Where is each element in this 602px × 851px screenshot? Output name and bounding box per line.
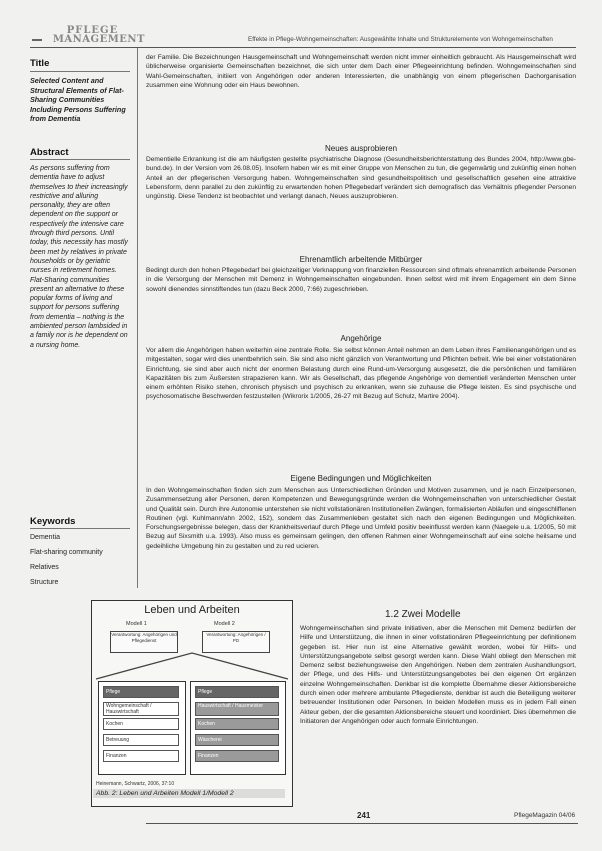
running-title: Effekte in Pflege-Wohngemeinschaften: Ausgewählte Inhalte und Strukturelemente von Wohngemeinschaften: [248, 36, 553, 43]
model-1-row: Finanzen: [103, 750, 179, 762]
model-1-care-header: Pflege: [103, 686, 179, 698]
keyword-item: Relatives: [30, 564, 59, 571]
section-text: Vor allem die Angehörigen haben weiterhin eine zentrale Rolle. Sie selbst können Anteil nehmen an dem Leben ihres Familienangehörigen und es mitgestalten, sogar wird dies unentbehrlich sein. Sie sind also nicht gänzlich von Verantwortung und Pflichten befreit. Wie bei einer vollstationären Einrichtung, sie sind aber auch nicht der enormen Belastung durch eine Rund-um-Versorgung ausgesetzt, die die persönlichen und familiären Kapazitäten bis zum Äußersten strapazieren kann. Wir als Gesellschaft, das pflegende Angehörige von dementiell veränderten Menschen unter einem erhöhten Risiko stehen, chronisch physisch und psychisch zu erkranken, wenn sie zuhause die Pflege leisten. Es sind psychische und psychosomatische Beschwerden festzustellen (Wikrorix 1/2005, 26-27 mit Bezug auf Schulz, Martire 2004).: [146, 347, 576, 401]
logo-line-2: MANAGEMENT: [52, 34, 145, 45]
keyword-item: Dementia: [30, 534, 60, 541]
header-rule: [30, 47, 576, 48]
intro-paragraph: der Familie. Die Bezeichnungen Hausgemeinschaft und Wohngemeinschaft werden nicht immer einheitlich gebraucht. Als Hausgemeinschaft wird üblicherweise organisierte Gemeinschaften bezeichnet, die sich unter dem Dach einer Pflegeeinrichtung befinden. Wohngemeinschaften sind Wahl-Gemeinschaften, initiiert von Angehörigen oder anderen Interessierten, die unabhängig von einem pflegerischen Dachorganisation zusammen eine Wohnung oder ein Haus bewohnen.: [146, 54, 576, 89]
model-1-row: Betreuung: [103, 734, 179, 746]
model-2-row: Finanzen: [195, 750, 279, 762]
section-text: Dementielle Erkrankung ist die am häufigsten gestellte psychiatrische Diagnose (Gesundheitsberichterstattung des Bundes 2004, http://www.gbe-bund.de). In der Version vom 26.08.05). Insofern haben wir es mit einer Gruppe von Menschen zu tun, die gegenwärtig und zukünftig einen hohen Anteil an der pflegerischen Versorgung haben. Wohngemeinschaften sind gesundheitspolitisch und gesellschaftlich gesehen eine attraktive Lebensform, denn parallel zu den zukünftig zu erwartenden hohen Pflegebedarf verändert sich demografisch das Verhältnis pflegender Personen ungünstig. Diese Tendenz ist beobachtet und verlangt danach, Neues auszuprobieren.: [146, 156, 576, 201]
model-1-responsibility-box: Verantwortung: Angehörigen und Pflegedienst: [110, 631, 178, 653]
keywords-label: Keywords: [30, 516, 76, 527]
keyword-item: Structure: [30, 579, 59, 586]
model-1-row: Wohngemeinschaft / Hauswirtschaft: [103, 702, 179, 716]
model-2-column: [190, 681, 286, 775]
figure-source: Heinemann, Schwartz, 2006, 37:10: [96, 781, 175, 787]
logo-line-1: PFLEGE: [66, 25, 119, 36]
model-2-row: Hauswirtschaft / Hausmeister: [195, 702, 279, 716]
model-1-row: Kochen: [103, 718, 179, 730]
section-heading: Ehrenamtlich arbeitende Mitbürger: [299, 255, 423, 264]
model-1-column: [98, 681, 186, 775]
keyword-list: [30, 530, 134, 590]
model-1-label: Modell 1: [126, 621, 147, 627]
title-label: Title: [30, 58, 50, 69]
model-2-row: Kochen: [195, 718, 279, 730]
english-title: Selected Content and Structural Elements of Flat-Sharing Communities Including Persons Suffering from Dementia: [30, 76, 126, 124]
abstract-underline: [30, 159, 130, 160]
model-2-responsibility-box: Verantwortung: Angehörigen / PD: [202, 631, 270, 653]
figure-title: Leben und Arbeiten: [144, 604, 240, 616]
title-underline: [30, 71, 130, 72]
subsection-text: Wohngemeinschaften sind private Initiativen, aber die Menschen mit Demenz bedürfen der Hilfe und Unterstützung, die ihnen in einer vollstationären Pflegeeinrichtung per definitionem gegeben ist. Hier nun ist eine Alternative gewählt worden, wobei für Hilfs- und Unterstützungsangebote selbst gesorgt werden kann. Diese Wahl obliegt den Menschen mit Demenz selbst beziehungsweise den Angehörigen. Neben dem zentralen Aushandlungsort, der Pflege, und des Hilfs- und Unterstützungsangebotes bei den eigenen Ort ergänzen einzelne Wohngemeinschaften. Denkbar ist die komplette Übernahme dieser Aktionsbereiche durch einen oder mehrere ambulante Pflegedienste, denkbar ist auch die Beteiligung weiterer betreuender Institutionen oder Personen. In beiden Modellen muss es in jedem Fall einen Akteur geben, der die gesamten Aktionsbereiche steuert und koordiniert. Dies übernehmen die Initiatoren der Angehörigen oder auch formale Einrichtungen.: [300, 625, 577, 725]
journal-logo: [40, 26, 145, 45]
keywords-underline: [30, 528, 130, 529]
section-heading: Neues ausprobieren: [324, 144, 398, 153]
model-2-label: Modell 2: [214, 621, 235, 627]
roof-shape: [92, 649, 292, 681]
subsection-heading: 1.2 Zwei Modelle: [385, 609, 461, 620]
abstract-label: Abstract: [30, 147, 69, 158]
footer-rule: [146, 823, 578, 824]
section-text: In den Wohngemeinschaften finden sich zum Menschen aus Unterschiedlichen Gründen und Motiven zusammen, und je nach Einzelpersonen, Zusammensetzung aller Personen, deren Kompetenzen und Bewegungsgründe werden die Wohngemeinschaften von unterschiedlicher Gestalt und Qualität sein. Durch ihre Autonomie unterstehen sie nicht vollstationären Institutionellen Zwängen, formalisierten Abläufen und eingeschliffenen Routinen (vgl. Kuhlmann/ahn 2002, 152), sondern das Zusammenleben gestaltet sich nach den eigenen Bedingungen und Möglichkeiten. Forschungsergebnisse belegen, dass der Krankheitsverlauf durch Pflege und Umfeld positiv beeinflusst werden kann (Naegele u.a. 1/2005, 50 mit Bezug auf Sixsmith u.a. 1993). Also muss es gemeinsam gelingen, den offenen Rahmen einer Wohngemeinschaft auf eine solche heilsame und gedeihliche Umgebung hin zu gestalten und zu red ucieren.: [146, 487, 576, 550]
section-text: Bedingt durch den hohen Pflegebedarf bei gleichzeitiger Verknappung von finanziellen Ressourcen sind oftmals ehrenamtlich arbeitende Personen in die Versorgung der Menschen mit Demenz in Wohngemeinschaften eingebunden. Ihnen selbst wird mit ihrem Engagement ein dem Sinne sowohl dienendes sinnstiftendes tun (dazu Beck 2000, 7:66) zugeschrieben.: [146, 267, 576, 293]
column-divider: [137, 48, 138, 588]
logo-bar: [32, 39, 42, 41]
page-number: 241: [357, 811, 371, 820]
model-2-care-header: Pflege: [195, 686, 279, 698]
figure-diagram: [91, 600, 293, 807]
section-heading: Eigene Bedingungen und Möglichkeiten: [290, 474, 432, 483]
model-2-row: Wäscherei: [195, 734, 279, 746]
abstract-text: As persons suffering from dementia have to adjust themselves to their increasingly restrictive and alluring personality, they are often dependent on the support or respectively the intensive care through third persons. Until today, this necessity has mostly been met by relatives in private households or by geriatric nurses in retirement homes. Flat-Sharing communities present an alternative to these popular forms of living and support for persons suffering from dementia – nothing is the ambiented person lambsided in a family nor is he dependent on a nursing home.: [30, 165, 128, 349]
journal-issue: PflegeMagazin 04/06: [514, 812, 576, 819]
figure-caption: Abb. 2: Leben und Arbeiten Modell 1/Modell 2: [93, 789, 285, 798]
section-heading: Angehörige: [340, 334, 382, 343]
keyword-item: Flat-sharing community: [30, 549, 103, 556]
